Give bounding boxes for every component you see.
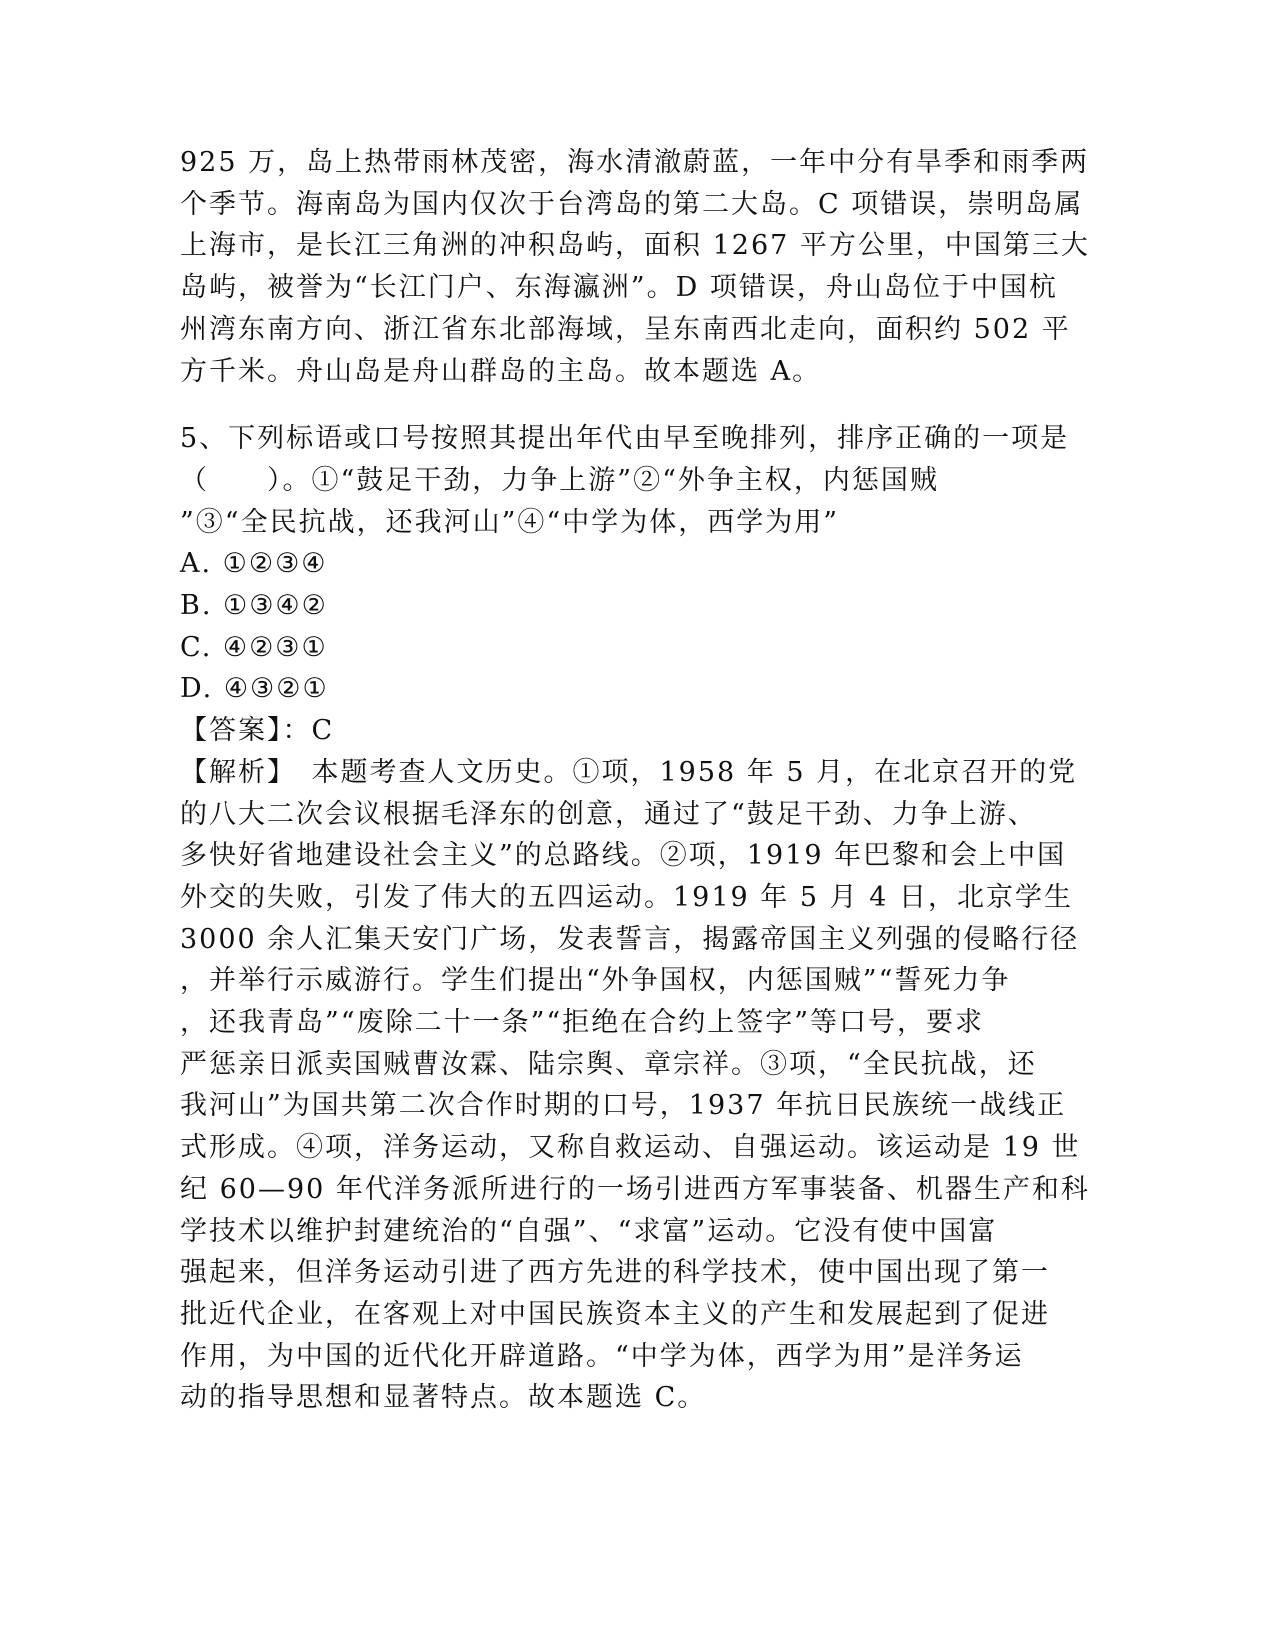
analysis-line: 强起来，但洋务运动引进了西方先进的科学技术，使中国出现了第一 [180,1257,1050,1289]
text-line: 州湾东南方向、浙江省东北部海域，呈东南西北走向，面积约 502 平 [180,313,1071,345]
option-d: D. ④③②① [180,673,329,705]
previous-analysis-paragraph [180,142,1090,392]
analysis-line: 作用，为中国的近代化开辟道路。“中学为体，西学为用”是洋务运 [180,1340,1024,1372]
text-line: 上海市，是长江三角洲的冲积岛屿，面积 1267 平方公里，中国第三大 [180,230,1090,262]
analysis-line: 【解析】 本题考查人文历史。①项，1958 年 5 月，在北京召开的党 [180,756,1078,788]
analysis-line: 我河山”为国共第二次合作时期的口号，1937 年抗日民族统一战线正 [180,1090,1067,1122]
text-line: 925 万，岛上热带雨林茂密，海水清澈蔚蓝，一年中分有旱季和雨季两 [180,147,1090,178]
analysis-line: 外交的失败，引发了伟大的五四运动。1919 年 5 月 4 日，北京学生 [180,881,1073,913]
analysis-line: ，还我青岛”“废除二十一条”“拒绝在合约上签字”等口号，要求 [180,1007,985,1039]
question-text-line: ”③“全民抗战，还我河山”④“中学为体，西学为用” [180,506,840,538]
answer-line: 【答案】：C [180,715,335,747]
answer [180,710,1040,752]
answer-options [180,543,1040,710]
option-c: C. ④②③① [180,631,328,663]
text-line: 方千米。舟山岛是舟山群岛的主岛。故本题选 A。 [180,355,822,387]
option-b: B. ①③④② [180,590,328,622]
analysis-line: 严惩亲日派卖国贼曹汝霖、陆宗舆、章宗祥。③项，“全民抗战，还 [180,1048,1037,1080]
analysis-line: 纪 60—90 年代洋务派所进行的一场引进西方军事装备、机器生产和科 [180,1173,1090,1205]
question-text-line: 5、下列标语或口号按照其提出年代由早至晚排列，排序正确的一项是 [180,423,1070,455]
question-text-line: （ ）。①“鼓足干劲，力争上游”②“外争主权，内惩国贼 [180,464,939,496]
analysis-line: 多快好省地建设社会主义”的总路线。②项，1919 年巴黎和会上中国 [180,840,1067,872]
analysis-line: 学技术以维护封建统治的“自强”、“求富”运动。它没有使中国富 [180,1215,998,1247]
analysis-line: 批近代企业，在客观上对中国民族资本主义的产生和发展起到了促进 [180,1298,1050,1330]
analysis-line: 的八大二次会议根据毛泽东的创意，通过了“鼓足干劲、力争上游、 [180,798,1037,830]
text-line: 个季节。海南岛为国内仅次于台湾岛的第二大岛。C 项错误，崇明岛属 [180,188,1084,220]
option-a: A. ①②③④ [180,548,328,580]
analysis-line: ，并举行示威游行。学生们提出“外争国权，内惩国贼”“誓死力争 [180,965,1011,997]
analysis-line: 动的指导思想和显著特点。故本题选 C。 [180,1382,707,1414]
analysis-line: 式形成。④项，洋务运动，又称自救运动、自强运动。该运动是 19 世 [180,1132,1081,1164]
question-5 [180,418,1070,543]
text-line: 岛屿，被誉为“长江门户、东海瀛洲”。D 项错误，舟山岛位于中国杭 [180,272,1058,304]
analysis-line: 3000 余人汇集天安门广场，发表誓言，揭露帝国主义列强的侵略行径 [180,923,1080,955]
document-page [180,142,1090,1419]
analysis-paragraph [180,752,1090,1419]
